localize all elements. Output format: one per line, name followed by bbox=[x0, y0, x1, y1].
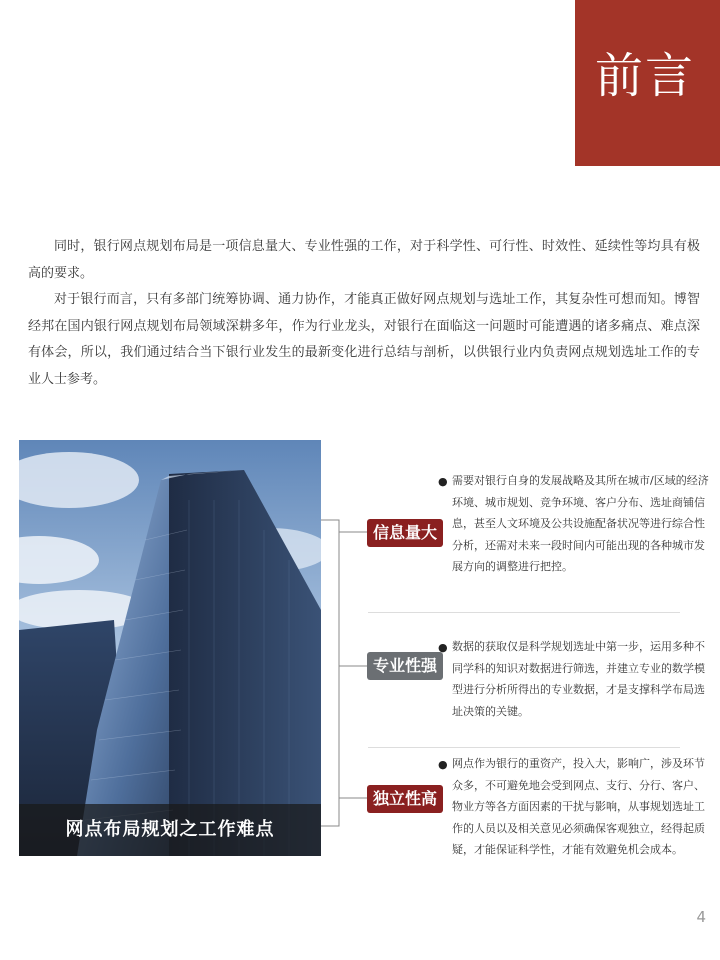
page-title: 前言 bbox=[595, 48, 696, 104]
bullet-icon: ● bbox=[438, 758, 448, 771]
divider bbox=[368, 612, 680, 613]
intro-text bbox=[28, 234, 700, 393]
point-independence bbox=[438, 753, 710, 861]
point-professional bbox=[438, 636, 710, 722]
bullet-icon: ● bbox=[438, 475, 448, 488]
point-independence-text: 网点作为银行的重资产，投入大，影响广，涉及环节众多，不可避免地会受到网点、支行、分行、客户、物业方等各方面因素的干扰与影响，从事规划选址工作的人员以及相关意见必须确保客观独立，经得起质疑，才能保证科学性，才能有效避免机会成本。 bbox=[452, 757, 705, 856]
photo-caption: 网点布局规划之工作难点 bbox=[19, 804, 321, 856]
divider bbox=[368, 747, 680, 748]
title-block bbox=[575, 0, 720, 166]
bullet-icon: ● bbox=[438, 641, 448, 654]
page-number: 4 bbox=[696, 908, 706, 926]
point-info-volume-text: 需要对银行自身的发展战略及其所在城市/区域的经济环境、城市规划、竞争环境、客户分布、选址商铺信息，甚至人文环境及公共设施配备状况等进行综合性分析，还需对未来一段时间内可能出现的各种城市发展方向的调整进行把控。 bbox=[452, 474, 709, 573]
tag-professional: 专业性强 bbox=[367, 652, 443, 680]
point-professional-text: 数据的获取仅是科学规划选址中第一步，运用多种不同学科的知识对数据进行筛选，并建立专业的数学模型进行分析所得出的专业数据，才是支撑科学布局选址决策的关键。 bbox=[452, 640, 705, 718]
building-illustration bbox=[19, 440, 321, 856]
bracket-connector bbox=[321, 440, 371, 860]
intro-paragraph-1: 同时，银行网点规划布局是一项信息量大、专业性强的工作，对于科学性、可行性、时效性、延续性等均具有极高的要求。 bbox=[28, 239, 700, 281]
building-photo bbox=[19, 440, 321, 856]
point-info-volume bbox=[438, 470, 710, 578]
tag-independence: 独立性高 bbox=[367, 785, 443, 813]
intro-paragraph-2: 对于银行而言，只有多部门统筹协调、通力协作，才能真正做好网点规划与选址工作，其复杂性可想而知。博智经邦在国内银行网点规划布局领域深耕多年，作为行业龙头，对银行在面临这一问题时可能遭遇的诸多痛点、难点深有体会，所以，我们通过结合当下银行业发生的最新变化进行总结与剖析，以供银行业内负责网点规划选址工作的专业人士参考。 bbox=[28, 292, 700, 387]
tag-info-volume: 信息量大 bbox=[367, 519, 443, 547]
